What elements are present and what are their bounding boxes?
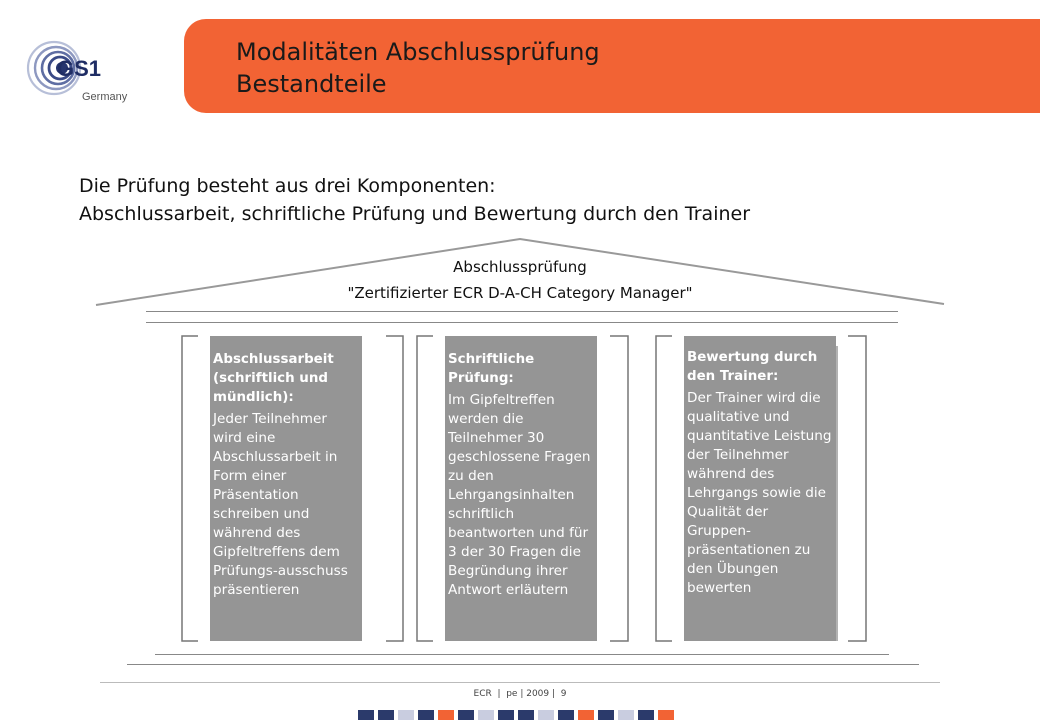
footer-square [638, 710, 654, 720]
footer-square [438, 710, 454, 720]
pillar-heading: Schriftliche Prüfung: [448, 352, 535, 386]
pillar-heading: Abschlussarbeit (schriftlich und mündlich): [213, 352, 334, 405]
footer-square [518, 710, 534, 720]
footer-square [478, 710, 494, 720]
entablature-line-top [146, 311, 898, 312]
base-line-top [155, 654, 889, 655]
entablature-line-bottom [146, 322, 898, 323]
footer-square [458, 710, 474, 720]
pillar-body: Im Gipfeltreffen werden die Teilnehmer 30 geschlossene Fragen zu den Lehrgangsinhalten schriftlich beantworten und für 3 der 30 Fragen die Begründung ihrer Antwort erläutern [448, 392, 591, 598]
footer-square [418, 710, 434, 720]
footer-text: ECR | pe | 2009 | 9 [473, 689, 567, 699]
pillar-body: Der Trainer wird die qualitative und quantitative Leistung der Teilnehmer während des Lehrgangs sowie die Qualität der Gruppen-präsentationen zu den Übungen bewerten [687, 390, 832, 596]
pillar-body: Jeder Teilnehmer wird eine Abschlussarbeit in Form einer Präsentation schreiben und während des Gipfeltreffens dem Prüfungs-ausschuss präsentieren [213, 411, 348, 598]
footer-square [618, 710, 634, 720]
intro-line-1: Die Prüfung besteht aus drei Komponenten: [79, 175, 496, 197]
footer-square [578, 710, 594, 720]
pillar-heading: Bewertung durch den Trainer: [687, 350, 818, 384]
title-line-2: Bestandteile [236, 70, 387, 98]
footer-divider [100, 682, 940, 683]
footer-square [378, 710, 394, 720]
logo-text: GS1 [57, 56, 102, 81]
pillar-bewertung-trainer [684, 336, 836, 641]
footer-square [558, 710, 574, 720]
logo-subtitle: Germany [82, 91, 128, 103]
footer-square [398, 710, 414, 720]
base-line-bottom [127, 664, 919, 665]
gs1-logo [24, 40, 164, 110]
pillar-schriftliche-pruefung [445, 336, 597, 641]
intro-line-2: Abschlussarbeit, schriftliche Prüfung und Bewertung durch den Trainer [79, 203, 751, 225]
roof-label-line-1: Abschlussprüfung [453, 258, 587, 276]
footer-square [658, 710, 674, 720]
footer-square [598, 710, 614, 720]
page-title [236, 36, 600, 100]
pillar-abschlussarbeit [210, 336, 362, 641]
footer-square [498, 710, 514, 720]
footer-square [538, 710, 554, 720]
footer-square [358, 710, 374, 720]
roof-label-line-2: "Zertifizierter ECR D-A-CH Category Manager" [347, 284, 693, 302]
intro-text [79, 172, 750, 228]
title-line-1: Modalitäten Abschlussprüfung [236, 38, 600, 66]
